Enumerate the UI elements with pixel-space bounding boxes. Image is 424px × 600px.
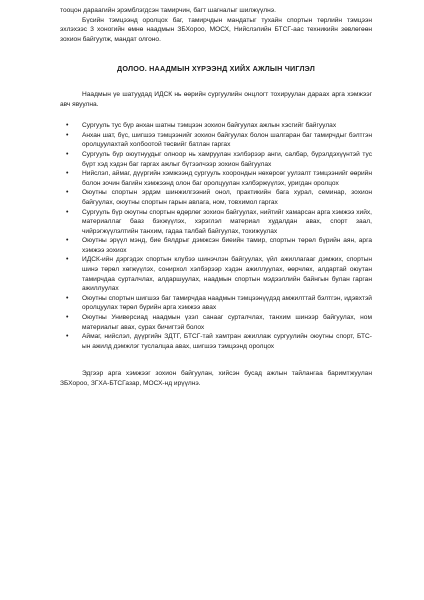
- list-item: [60, 208, 372, 237]
- list-item-text: Оюутны спортын эрдэм шинжилгээний онол, практикийн бага хурал, семинар, зохион байгуулах, оюутны спортын гарын авлага, ном, товхимол гаргах: [82, 189, 372, 206]
- section-lead: Наадмын үе шатуудад ИДСК нь өөрийн сургуулийн онцлогт тохируулан дараах арга хэмжээг авч явуулна.: [60, 90, 372, 108]
- section-title: ДОЛОО. НААДМЫН ХҮРЭЭНД ХИЙХ АЖЛЫН ЧИГЛЭЛ: [117, 64, 315, 74]
- list-item: [60, 121, 372, 131]
- bullet-dot-icon: •: [66, 131, 69, 139]
- list-item-text: Сургууль бүр оюутнуудыг олноор нь хамруулан хэлбэрээр анги, салбар, бүрэлдэхүүнтэй тус бүрт хэд хэдэн баг гаргах ажлыг бүтээлчээр зохион байгуулах: [82, 150, 372, 168]
- list-item-text: Аймаг, нийслэл, дүүргийн ЗДТГ, БТСГ-тай хамтран ажиллаж сургуулийн оюутны спорт, БТС-ын ажилд дэмжлэг туслалцаа авах, шигшээ тэмцээнд оролцох: [82, 333, 372, 350]
- intro-paragraph: Бүсийн тэмцээнд оролцох баг, тамирчдын мандатыг тухайн спортын төрлийн тэмцээн эхлэхээс 3 хоногийн өмнө наадмын ЗБХороо, МОСХ, Нийслэлийн БТСГ-аас техникийн зөвлөгөөн зохион байгуулж, мандат олгоно.: [60, 16, 372, 43]
- list-item: [60, 255, 372, 293]
- list-item-text: Сургууль бүр оюутны спортын өдөрлөг зохион байгуулах, нийтийг хамарсан арга хэмжээ хийх, материаллаг бааз бэхжүүлэх, хэрэглэл материал худалдан авах, спорт заал, чийрэгжүүлэлтийн танхим, гадаа талбай байгуулах, тохижуулах: [82, 208, 372, 235]
- list-item: [60, 313, 372, 332]
- bullet-dot-icon: •: [66, 237, 69, 245]
- list-item: [60, 294, 372, 313]
- list-item: [60, 169, 372, 188]
- bullet-dot-icon: •: [66, 170, 69, 178]
- bullet-dot-icon: •: [66, 122, 69, 130]
- list-item: [60, 131, 372, 150]
- list-item: [60, 150, 372, 169]
- intro-continuation: тооцон дараагийн эрэмблэгдсэн тамирчин, багт шагналыг шилжүүлнэ.: [60, 7, 276, 14]
- bullet-list: [60, 121, 372, 351]
- list-item-text: Оюутны эрүүл мэнд, бие бялдрыг дэмжсэн биеийн тамир, спортын төрөл бүрийн аян, арга хэмжээ зохиох: [82, 237, 372, 254]
- list-item-text: Сургууль тус бүр анхан шатны тэмцээн зохион байгуулах ажлын хэсгийг байгуулах: [82, 122, 337, 130]
- bullet-dot-icon: •: [66, 208, 69, 216]
- list-item-text: Оюутны Универсиад наадмын үзэл санааг сурталчлах, танхим шинээр байгуулах, ном материалыг авах, сурах бичигтэй болох: [82, 314, 372, 331]
- bullet-dot-icon: •: [66, 256, 69, 264]
- list-item: [60, 332, 372, 351]
- list-item-text: Нийслэл, аймаг, дүүргийн хэмжээнд сургууль хоорондын нөхөрсөг уулзалт тэмцээнийг өөрийн болон зочин багийн хэмжээнд олон баг оролцуулан хэлбэржүүлэх, уригдан оролцох: [82, 170, 372, 187]
- bullet-dot-icon: •: [66, 189, 69, 197]
- bullet-dot-icon: •: [66, 333, 69, 341]
- list-item-text: ИДСК-ийн дэргэдэх спортын клубээ шинэчлэн байгуулах, үйл ажиллагааг дэмжих, спортын шинэ төрөл хөгжүүлэх, сонирхол хэлбэрээр хэдэн ажиллуулах, өөрчлөх, алдартай оюутан тамирчдаа сурталчлах, алдаршуулах, наадмын спортын мэдээллийн байнгын булан гарган ажиллуулах: [82, 256, 372, 293]
- list-item: [60, 188, 372, 207]
- list-item: [60, 236, 372, 255]
- closing-paragraph: Эдгээр арга хэмжээг зохион байгуулан, хийсэн бусад ажлын тайлангаа баримтжуулан ЗБХороо, ЗГХА-БТСГазар, МОСХ-нд ирүүлнэ.: [60, 370, 372, 387]
- bullet-dot-icon: •: [66, 314, 69, 322]
- list-item-text: Оюутны спортын шигшээ баг тамирчдаа наадмын тэмцээнүүдэд амжилттай бэлтгэн, идэвхтэй оролцуулах төрөл бүрийн арга хэмжээ авах: [82, 294, 372, 312]
- bullet-dot-icon: •: [66, 294, 69, 302]
- list-item-text: Анхан шат, бүс, шигшээ тэмцээнийг зохион байгуулах болон шалгаран баг тамирчдыг бэлтгэн оролцуулахтай холбоотой төсвийг батлан гаргах: [82, 131, 372, 149]
- bullet-dot-icon: •: [66, 150, 69, 158]
